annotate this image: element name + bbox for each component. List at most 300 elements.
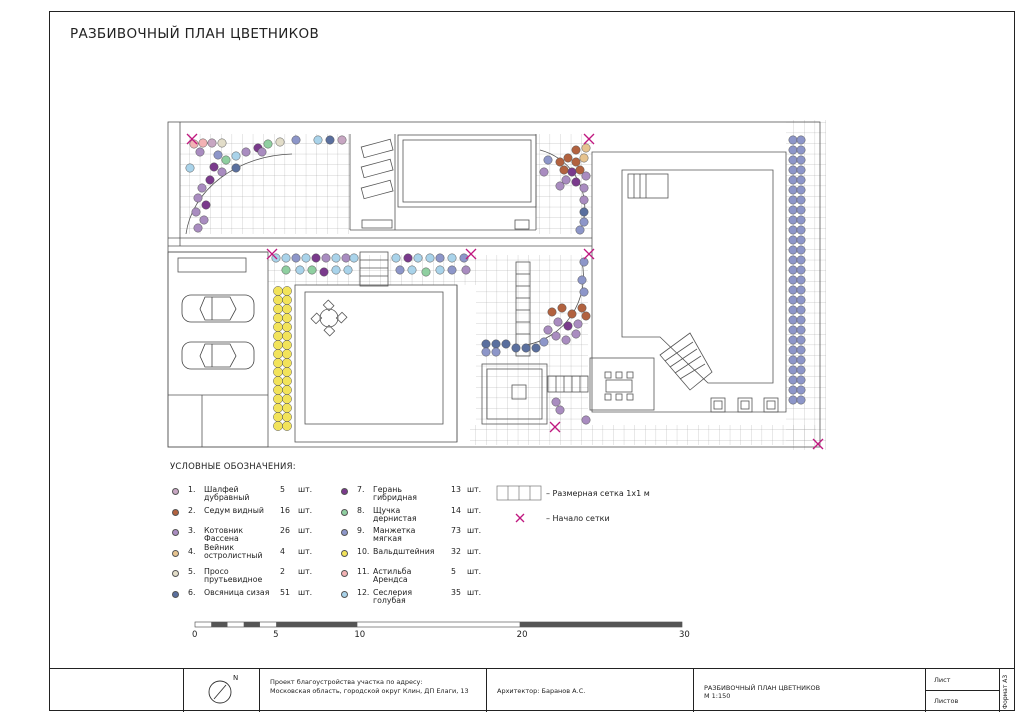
plant-waldsteinia [273,313,282,322]
plant-alchemilla [789,306,797,314]
legend-qty: 2 [280,567,285,576]
plant-waldsteinia [273,412,282,421]
scale-bar-segment [244,622,260,627]
plant [282,266,290,274]
plant [312,254,320,262]
plant [436,254,444,262]
legend-qty: 73 [451,526,461,535]
plant-alchemilla [789,136,797,144]
plant [556,406,564,414]
plant [580,154,588,162]
plant-alchemilla [797,166,805,174]
plant-waldsteinia [282,376,291,385]
plant [492,348,500,356]
plant [210,163,218,171]
legend-qty: 14 [451,505,461,515]
plant [232,152,240,160]
plant [558,304,566,312]
plant [572,330,580,338]
lounger-1 [361,139,393,157]
plant-waldsteinia [273,394,282,403]
legend-unit: шт. [298,526,313,535]
plant [192,208,200,216]
plant-waldsteinia [282,403,291,412]
legend-num: 10. [357,546,370,556]
legend-name: Щучка дернистая [373,505,417,523]
legend-item [341,589,491,603]
plant-waldsteinia [282,295,291,304]
plant-waldsteinia [282,349,291,358]
architect-cell [486,669,693,712]
scale-bar-segment [520,622,682,627]
plant [462,266,470,274]
plant [556,182,564,190]
plant [540,338,548,346]
plant-alchemilla [789,196,797,204]
plant-alchemilla [797,296,805,304]
scale-label: 5 [273,630,279,640]
legend-swatch [341,570,348,577]
plant-alchemilla [789,216,797,224]
plant [448,266,456,274]
plant-waldsteinia [282,322,291,331]
plant-alchemilla [797,186,805,194]
legend-item [341,485,491,503]
plant [426,254,434,262]
plant-alchemilla [797,236,805,244]
plant [194,224,202,232]
plant-alchemilla [797,276,805,284]
plant [556,158,564,166]
plant-alchemilla [797,176,805,184]
plant [572,178,580,186]
plant [198,184,206,192]
plant-alchemilla [789,366,797,374]
legend-unit: шт. [467,485,482,494]
plant-waldsteinia [282,421,291,430]
plant-waldsteinia [273,403,282,412]
legend-item [172,542,322,562]
plant [552,398,560,406]
legend-qty: 5 [451,567,456,576]
plant [282,254,290,262]
legend-item [172,567,322,585]
scale-label: 0 [192,630,198,640]
legend-num: 8. [357,505,365,515]
plant-alchemilla [789,296,797,304]
plant-alchemilla [797,146,805,154]
plant-alchemilla [789,146,797,154]
plant-alchemilla [797,326,805,334]
sheet-scale: М 1:150 [704,692,731,700]
legend-num: 3. [188,526,196,535]
project-cell [259,669,486,712]
plant [512,344,520,352]
plant-alchemilla [797,346,805,354]
grid-area-bottom-strip [470,425,816,445]
plant [568,310,576,318]
plant [292,136,300,144]
scale-bar-segment [211,622,227,627]
plant-waldsteinia [273,295,282,304]
plant-alchemilla [789,176,797,184]
plant-alchemilla [789,386,797,394]
plant [322,254,330,262]
legend-item [172,589,322,603]
sheet-number-cell [925,669,999,712]
plant-alchemilla [789,256,797,264]
plant [562,336,570,344]
plant [580,196,588,204]
plant [408,266,416,274]
plant [414,254,422,262]
origin-key-icon [516,514,524,522]
legend-name: Астильба Арендса [373,567,412,585]
plant [292,254,300,262]
plant [194,194,202,202]
architect: Архитектор: Баранов А.С. [497,687,586,695]
plant-waldsteinia [273,367,282,376]
plant-alchemilla [797,266,805,274]
plant-waldsteinia [273,376,282,385]
plant [574,320,582,328]
plant [532,344,540,352]
legend-unit: шт. [298,587,313,597]
plant [332,266,340,274]
plant-alchemilla [789,246,797,254]
lounger-2 [361,159,393,177]
plant [342,254,350,262]
page-title: РАЗБИВОЧНЫЙ ПЛАН ЦВЕТНИКОВ [70,26,320,42]
plant-alchemilla [797,286,805,294]
plant [522,344,530,352]
plant [326,136,334,144]
legend-unit: шт. [467,546,482,556]
legend-num: 11. [357,567,370,576]
plant-waldsteinia [273,286,282,295]
plant [338,136,346,144]
plant [544,326,552,334]
legend-name: Герань гибридная [373,485,417,503]
plant-alchemilla [797,316,805,324]
plant [502,340,510,348]
plant [332,254,340,262]
plant [482,348,490,356]
sheets-label: Листов [934,697,959,705]
legend-swatch [341,488,348,495]
plant-alchemilla [789,276,797,284]
legend-title: УСЛОВНЫЕ ОБОЗНАЧЕНИЯ: [170,462,296,472]
plant-waldsteinia [273,322,282,331]
legend-swatch [172,509,179,516]
plant [196,148,204,156]
plant [392,254,400,262]
legend-item [341,567,491,585]
plant [199,139,207,147]
planter [711,398,725,412]
legend-swatch [341,591,348,598]
plant [232,164,240,172]
grid-origin-marker [584,249,594,259]
legend-swatch [172,550,179,557]
legend-name: Манжетка мягкая [373,526,416,544]
car-2 [182,342,254,369]
legend-name: Котовник Фассена [204,526,244,544]
legend-item [172,485,322,503]
plant-waldsteinia [282,394,291,403]
plant [320,268,328,276]
plant [208,139,216,147]
plant-alchemilla [789,396,797,404]
legend-num: 7. [357,485,365,494]
plant-alchemilla [789,266,797,274]
legend-name: Вейник остролистный [204,542,263,560]
plant-alchemilla [797,356,805,364]
legend-swatch [341,550,348,557]
format-label: Формат А3 [1002,674,1009,709]
legend-num: 6. [188,587,196,597]
legend-unit: шт. [467,587,482,597]
plant-waldsteinia [282,313,291,322]
legend-qty: 5 [280,485,285,494]
legend-item [341,526,491,544]
plant-alchemilla [797,156,805,164]
legend-num: 1. [188,485,196,494]
plant [404,254,412,262]
legend-unit: шт. [298,567,313,576]
project-line-1: Проект благоустройства участка по адресу: [270,678,423,686]
plant-alchemilla [797,196,805,204]
plant-alchemilla [797,306,805,314]
plant [264,140,272,148]
plant-alchemilla [789,316,797,324]
grid-key-label: – Размерная сетка 1х1 м [546,489,650,498]
plant [492,340,500,348]
plant [580,208,588,216]
plant-waldsteinia [273,358,282,367]
plant [582,144,590,152]
plant-alchemilla [789,156,797,164]
legend-swatch [341,509,348,516]
plant-waldsteinia [282,331,291,340]
format-cell [999,669,1015,712]
sheet-title-cell [693,669,925,712]
plant-alchemilla [797,376,805,384]
plant [554,318,562,326]
north-cell [183,669,259,712]
plant-alchemilla [789,346,797,354]
legend-qty: 13 [451,485,461,494]
plant [258,148,266,156]
plant-alchemilla [797,366,805,374]
plant [350,254,358,262]
scale-label: 20 [516,630,528,640]
plant-waldsteinia [282,385,291,394]
plant-alchemilla [797,396,805,404]
plant [344,266,352,274]
plant [582,312,590,320]
plant [186,164,194,172]
legend-unit: шт. [298,485,313,494]
sheet-label: Лист [934,676,951,684]
legend-unit: шт. [298,505,313,515]
plant [564,322,572,330]
scale-bar [195,622,682,627]
plant [564,154,572,162]
plant [572,158,580,166]
plant [276,138,284,146]
plant [568,168,576,176]
legend-name: Вальдштейния [373,546,435,556]
scale-label: 30 [679,630,690,640]
plant [580,288,588,296]
plant [422,268,430,276]
plant [540,168,548,176]
plant [202,201,210,209]
legend-unit: шт. [467,567,482,576]
north-arrow-icon [184,669,260,712]
plant [242,148,250,156]
legend-unit: шт. [298,546,313,556]
plant-alchemilla [797,136,805,144]
legend-qty: 51 [280,587,290,597]
plant-alchemilla [789,236,797,244]
plant-alchemilla [797,206,805,214]
plant-alchemilla [797,336,805,344]
plant [578,304,586,312]
legend-swatch [172,570,179,577]
plant [314,136,322,144]
plant [578,276,586,284]
legend-item [341,548,491,562]
legend-name: Шалфей дубравный [204,485,250,503]
terrace [305,292,443,424]
title-block [49,668,1015,712]
plant-waldsteinia [282,358,291,367]
plant [544,156,552,164]
car-1 [182,295,254,322]
plant-alchemilla [797,386,805,394]
plant [576,226,584,234]
round-table [320,309,338,327]
plant-waldsteinia [282,367,291,376]
plant-waldsteinia [273,340,282,349]
lounger-3 [361,180,393,198]
legend-num: 2. [188,505,196,515]
legend-qty: 16 [280,505,290,515]
plant-waldsteinia [282,286,291,295]
plant [218,168,226,176]
plant-waldsteinia [273,421,282,430]
plant [296,266,304,274]
pool [403,140,531,202]
plant [482,340,490,348]
sheet-title: РАЗБИВОЧНЫЙ ПЛАН ЦВЕТНИКОВ [704,684,821,692]
legend-unit: шт. [467,526,482,535]
dining-table [606,380,632,392]
scale-label: 10 [354,630,366,640]
legend-item [172,526,322,544]
plant [200,216,208,224]
plant-waldsteinia [273,349,282,358]
plant-waldsteinia [282,340,291,349]
origin-key-label: – Начало сетки [546,514,610,523]
plant-waldsteinia [282,412,291,421]
legend-swatch [172,529,179,536]
grid-key-icon [497,486,541,500]
plant-alchemilla [789,336,797,344]
plant-alchemilla [789,186,797,194]
legend-swatch [172,591,179,598]
plant-alchemilla [797,226,805,234]
plant [218,139,226,147]
plant [572,146,580,154]
legend-name: Седум видный [204,505,264,515]
legend-qty: 32 [451,546,461,556]
plant [582,172,590,180]
plant [214,151,222,159]
plant [448,254,456,262]
legend-num: 5. [188,567,196,576]
plant [580,184,588,192]
plant [308,266,316,274]
plant [560,166,568,174]
legend-name: Сеслерия голубая [373,587,413,605]
plant-alchemilla [789,226,797,234]
plant [552,332,560,340]
plant-alchemilla [797,246,805,254]
plant [580,218,588,226]
plant [436,266,444,274]
legend-num: 4. [188,546,196,556]
plant-alchemilla [789,376,797,384]
legend-unit: шт. [467,505,482,515]
legend-name: Овсяница сизая [204,587,270,597]
plant [302,254,310,262]
plant-waldsteinia [273,385,282,394]
plant [396,266,404,274]
plant-alchemilla [789,326,797,334]
plant [222,156,230,164]
legend-item [341,507,491,521]
scale-bar-segment [276,622,357,627]
legend-num: 9. [357,526,365,535]
north-label: N [233,674,239,682]
plant-alchemilla [789,166,797,174]
legend-swatch [341,529,348,536]
plant-waldsteinia [273,331,282,340]
legend-item [172,507,322,521]
plant [580,258,588,266]
plant-alchemilla [789,286,797,294]
plant-waldsteinia [273,304,282,313]
plant-waldsteinia [282,304,291,313]
plant-alchemilla [789,356,797,364]
legend-swatch [172,488,179,495]
legend-qty: 4 [280,546,285,556]
legend-num: 12. [357,587,370,597]
legend-name: Просо прутьевидное [204,567,263,585]
legend-qty: 35 [451,587,461,597]
plant-alchemilla [797,256,805,264]
plant [206,176,214,184]
plant-alchemilla [789,206,797,214]
plant [582,416,590,424]
project-line-2: Московская область, городской округ Клин, ДП Елаги, 13 [270,687,469,695]
parking-area [168,252,268,447]
legend-qty: 26 [280,526,290,535]
grid-area-middle [476,255,588,425]
